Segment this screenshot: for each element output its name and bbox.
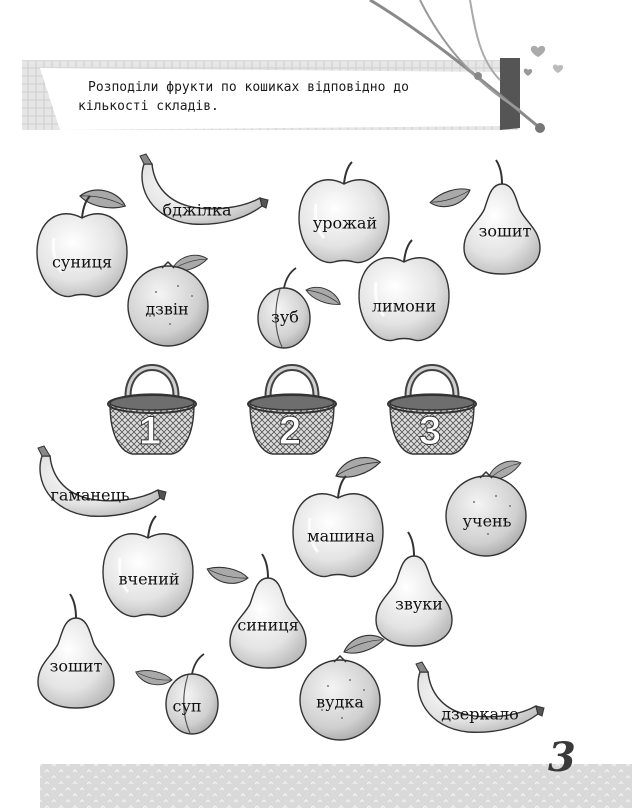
fruit-word: вудка	[316, 692, 364, 712]
fruit-word: дзвін	[145, 299, 189, 319]
fruit-word: синиця	[237, 615, 299, 635]
fruit-word: машина	[307, 526, 375, 546]
footer-band	[40, 764, 632, 808]
basket-number: 1	[138, 409, 162, 453]
fruit-word: суп	[172, 696, 202, 716]
fruit-word: суниця	[51, 252, 113, 272]
basket-2	[248, 368, 336, 455]
basket-1	[108, 368, 196, 455]
fruit-word: лимони	[371, 296, 437, 316]
fruit-word: звуки	[395, 594, 443, 614]
instruction-line-1: Розподіли фрукти по кошиках відповідно до	[88, 80, 409, 95]
fruit-word: урожай	[312, 213, 378, 233]
instruction-line-2: кількості складів.	[78, 99, 219, 114]
fruit-word: зошит	[478, 221, 532, 241]
fruit-word: зошит	[49, 656, 103, 676]
basket-number: 2	[278, 409, 302, 453]
fruit-word: бджілка	[162, 200, 232, 220]
instruction-text	[78, 78, 458, 116]
basket-number: 3	[418, 409, 442, 453]
fruit-word: гаманець	[50, 485, 130, 505]
basket-3	[388, 368, 476, 455]
fruit-word: зуб	[271, 307, 299, 327]
fruit-word: учень	[462, 511, 512, 531]
fruit-word: дзеркало	[441, 704, 519, 724]
fruit-word: вчений	[118, 569, 180, 589]
page-number: 3	[548, 734, 576, 781]
